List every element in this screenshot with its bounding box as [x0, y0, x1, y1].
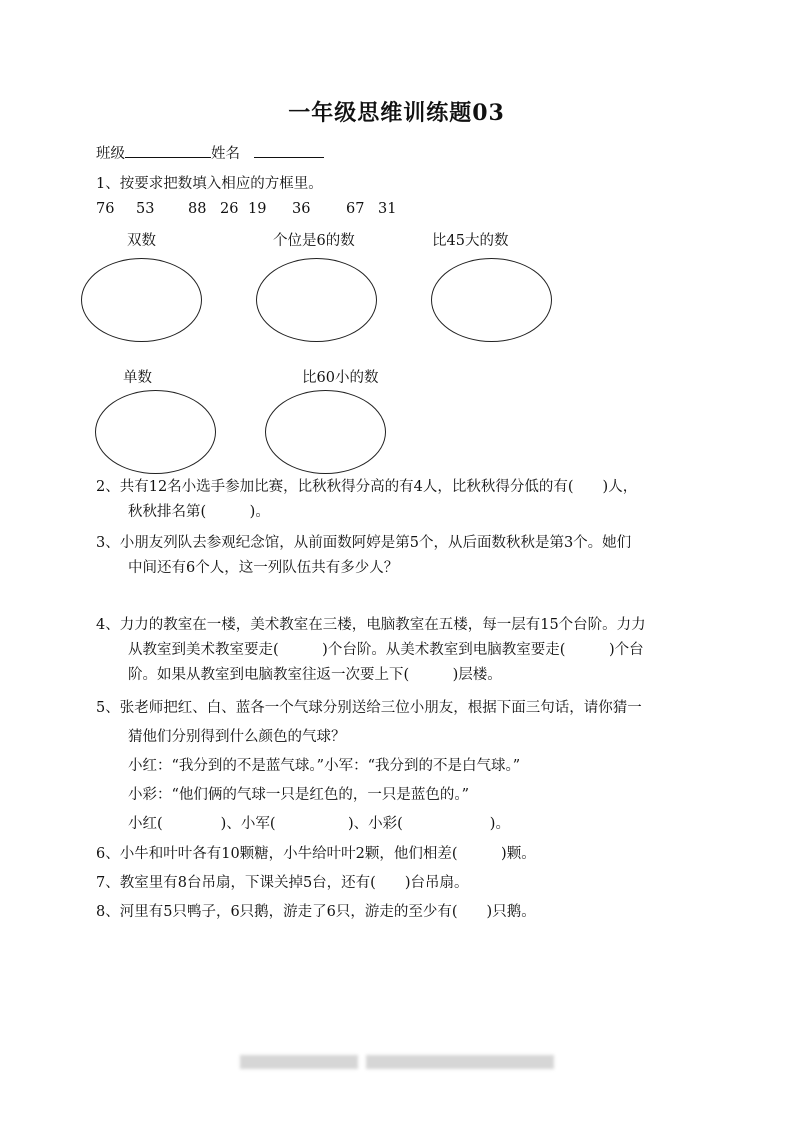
answer-oval-less-60[interactable]: [265, 390, 386, 474]
blurred-footer-right: [366, 1055, 554, 1069]
question-6: 6、小牛和叶叶各有10颗糖，小牛给叶叶2颗，他们相差( )颗。: [96, 846, 536, 862]
category-ones-digit-6: 个位是6的数: [273, 233, 355, 249]
blurred-footer-left: [240, 1055, 358, 1069]
question-5-quote: 小彩：“他们俩的气球一只是红色的，一只是蓝色的。”: [128, 787, 470, 803]
answer-oval-greater-45[interactable]: [431, 258, 552, 342]
class-label: 班级: [96, 146, 125, 162]
question-7: 7、教室里有8台吊扇，下课关掉5台，还有( )台吊扇。: [96, 875, 469, 891]
answer-oval-ones-digit-6[interactable]: [256, 258, 377, 342]
number-item: 19: [248, 201, 267, 217]
question-4-line: 阶。如果从教室到电脑教室往返一次要上下( )层楼。: [128, 667, 502, 683]
number-item: 67: [346, 201, 365, 217]
question-5: [96, 694, 702, 839]
category-even: 双数: [127, 233, 156, 249]
answer-oval-even[interactable]: [81, 258, 202, 342]
header-fields: [96, 142, 324, 163]
question-5-line: 5、张老师把红、白、蓝各一个气球分别送给三位小朋友，根据下面三句话，请你猜一: [96, 700, 642, 716]
category-less-60: 比60小的数: [302, 370, 379, 386]
name-blank[interactable]: [254, 143, 324, 158]
question-2-line: 秋秋排名第( )。: [128, 504, 270, 520]
question-3: [96, 531, 702, 581]
number-item: 53: [136, 201, 155, 217]
question-3-line: 3、小朋友列队去参观纪念馆，从前面数阿婷是第5个，从后面数秋秋是第3个。她们: [96, 535, 632, 551]
number-list: [96, 201, 396, 217]
question-5-answers: 小红( )、小军( )、小彩( )。: [128, 816, 510, 832]
question-4-line: 从教室到美术教室要走( )个台阶。从美术教室到电脑教室要走( )个台: [128, 642, 644, 658]
number-item: 36: [292, 201, 311, 217]
category-odd: 单数: [123, 370, 152, 386]
page-title: 一年级思维训练题03: [288, 100, 505, 126]
question-2-line: 2、共有12名小选手参加比赛，比秋秋得分高的有4人，比秋秋得分低的有( )人，: [96, 479, 638, 495]
question-8: 8、河里有5只鸭子，6只鹅，游走了6只，游走的至少有( )只鹅。: [96, 904, 536, 920]
answer-oval-odd[interactable]: [95, 390, 216, 474]
category-greater-45: 比45大的数: [432, 233, 509, 249]
name-label: 姓名: [211, 146, 240, 162]
number-item: 76: [96, 201, 115, 217]
question-3-line: 中间还有6个人，这一列队伍共有多少人？: [128, 560, 399, 576]
question-2: [96, 475, 702, 525]
number-item: 31: [378, 201, 397, 217]
question-5-quote: 小红：“我分到的不是蓝气球。”小军：“我分到的不是白气球。”: [128, 758, 521, 774]
number-item: 88: [188, 201, 207, 217]
question-5-line: 猜他们分别得到什么颜色的气球？: [128, 729, 346, 745]
question-1-text: 1、按要求把数填入相应的方框里。: [96, 176, 323, 192]
number-item: 26: [220, 201, 239, 217]
question-4: [96, 613, 702, 688]
class-blank[interactable]: [125, 143, 211, 158]
question-4-line: 4、力力的教室在一楼，美术教室在三楼，电脑教室在五楼，每一层有15个台阶。力力: [96, 617, 646, 633]
